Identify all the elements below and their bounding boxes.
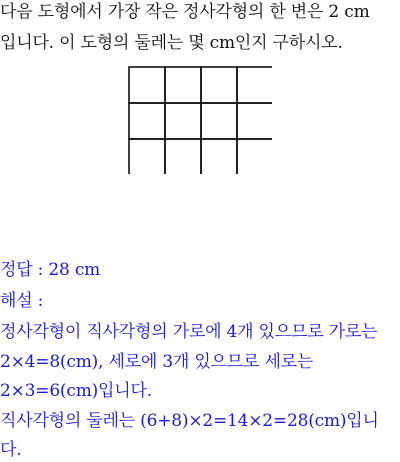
grid-square <box>201 67 237 103</box>
explanation-line: 다. <box>0 440 22 460</box>
grid-square <box>129 139 165 174</box>
grid-square <box>129 103 165 139</box>
grid-square <box>165 139 201 174</box>
explanation-line: 정사각형이 직사각형의 가로에 4개 있으므로 가로는 <box>0 322 378 342</box>
question-line-1: 다음 도형에서 가장 작은 정사각형의 한 변은 2 cm <box>0 2 370 22</box>
grid-square <box>201 103 237 139</box>
square-grid-figure <box>128 66 272 174</box>
explanation-line: 2×3=6(cm)입니다. <box>0 381 152 401</box>
explanation-heading: 해설 : <box>0 291 44 311</box>
grid-square <box>165 67 201 103</box>
grid-square <box>237 67 272 103</box>
explanation-line: 2×4=8(cm), 세로에 3개 있으므로 세로는 <box>0 352 314 372</box>
answer-label: 정답 : 28 cm <box>0 260 101 280</box>
grid-square <box>165 103 201 139</box>
grid-square <box>237 103 272 139</box>
grid-square <box>201 139 237 174</box>
explanation-line: 직사각형의 둘레는 (6+8)×2=14×2=28(cm)입니 <box>0 411 379 431</box>
question-line-2: 입니다. 이 도형의 둘레는 몇 cm인지 구하시오. <box>0 33 343 53</box>
grid-square <box>129 67 165 103</box>
grid-square <box>237 139 272 174</box>
